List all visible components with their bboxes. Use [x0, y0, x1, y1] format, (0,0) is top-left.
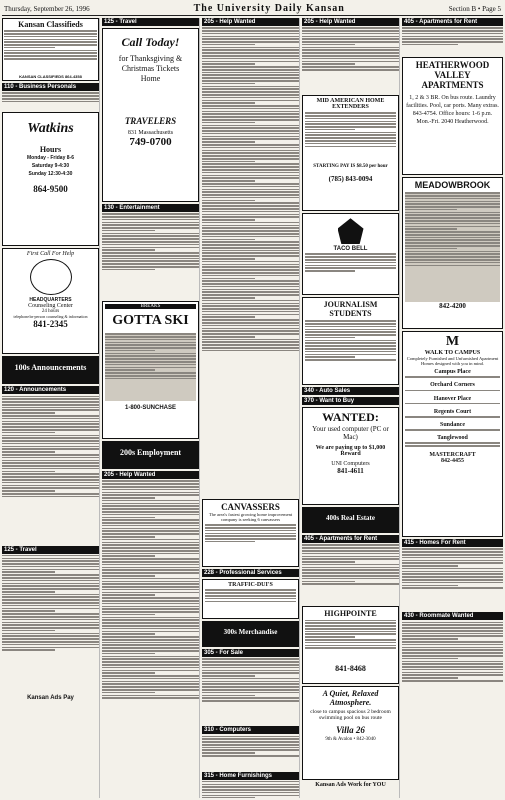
first-call-text: First Call For Help	[26, 251, 75, 258]
help-wanted-header: 205 - Help Wanted	[202, 18, 299, 26]
call-today: Call Today!	[121, 35, 180, 49]
professional-services-header: 228 - Professional Services	[202, 569, 299, 577]
watkins-hours-line: Sunday 12:30-4:30	[28, 171, 73, 178]
villa-logo: Villa 26	[336, 725, 365, 736]
watkins-hours-label: Hours	[39, 145, 62, 155]
property-campus-place: Campus Place	[434, 369, 471, 376]
highpointe-text	[305, 620, 396, 664]
help-wanted-text	[202, 27, 299, 497]
mastercraft-ad	[402, 331, 503, 537]
travelers-ad	[102, 28, 199, 202]
auto-sales-header: 340 - Auto Sales	[302, 387, 399, 395]
business-personals-text	[2, 92, 99, 110]
traffic-dui-ad	[202, 579, 299, 619]
quiet-subtitle: close to campus spacious 2 bedroom swimming pool on bus route	[310, 709, 391, 722]
apartments-header: 405 - Apartments for Rent	[402, 18, 503, 26]
uni-computers-name: UNI Computers	[331, 461, 370, 468]
entertainment-header: 130 - Entertainment	[102, 204, 199, 212]
uni-computers-ad	[302, 407, 399, 505]
travel-text	[2, 555, 99, 695]
classifieds-title: Kansan Classifieds	[18, 20, 83, 29]
property-hanover-place: Hanover Place	[433, 395, 472, 402]
wanted-subtitle: Your used computer (PC or Mac)	[312, 425, 389, 442]
thanksgiving-text: for Thanksgiving & Christmas Tickets Home	[118, 54, 183, 83]
announcements-text	[2, 396, 99, 544]
help-wanted-header: 205 - Help Wanted	[102, 471, 199, 479]
watkins-phone: 864-9500	[33, 184, 68, 195]
entertainment-text	[102, 213, 199, 299]
highpointe-title: HIGHPOINTE	[324, 609, 377, 619]
meadowbrook-phone: 842-4200	[439, 302, 466, 311]
business-personals-header: 110 - Business Personals	[2, 83, 99, 91]
column-4	[302, 18, 400, 798]
roommate-wanted-header: 430 - Roommate Wanted	[402, 612, 503, 620]
employment-banner: 200s Employment	[102, 441, 199, 469]
wanted-pay: We are paying up to $1,000 Reward	[315, 445, 386, 458]
travelers-phone: 749-0700	[129, 136, 172, 148]
journalism-title: JOURNALISM STUDENTS	[323, 300, 378, 319]
travel-header: 125 - Travel	[102, 18, 199, 26]
headquarters-name: HEADQUARTERS	[29, 297, 72, 304]
ski-breaks-ad	[102, 301, 199, 439]
real-estate-banner: 400s Real Estate	[302, 507, 399, 533]
mastercraft-name: MASTERCRAFT	[429, 452, 476, 459]
property-regents-court: Regents Court	[433, 408, 472, 415]
traffic-dui-text	[205, 589, 296, 609]
apartments-text	[402, 27, 503, 55]
heatherwood-details: 1, 2 & 3 BR. On bus route. Laundry facilities. Pool, car ports. Many extras. 843-4754. Office hours: 1-6 p.m. Mon.-Fri. 2040 Heatherwood.	[406, 95, 499, 126]
mastercraft-phone: 842-4455	[441, 458, 464, 465]
help-wanted-text	[102, 480, 199, 796]
classifieds-phone: KANSAN CLASSIFIEDS 864-4358	[19, 74, 82, 80]
apartments-header: 405 - Apartments for Rent	[302, 535, 399, 543]
highpointe-ad	[302, 606, 399, 684]
kansan-ads-work: Kansan Ads Work for YOU	[315, 782, 386, 789]
classifieds-rates-text	[4, 30, 97, 74]
mastercraft-logo-icon: M	[445, 334, 460, 350]
canvassers-text	[205, 524, 296, 552]
mastercraft-tagline: Completely Furnished and Unfurnished Apartment Homes designed with you in mind.	[406, 356, 499, 367]
issue-date: Thursday, September 26, 1996	[4, 4, 90, 13]
villa-address: 9th & Avalon • 842-3040	[325, 737, 376, 743]
highpointe-phone: 841-8468	[335, 663, 366, 673]
heatherwood-ad	[402, 57, 503, 175]
property-orchard-corners: Orchard Corners	[430, 382, 475, 389]
section-page: Section B • Page 5	[448, 4, 501, 13]
mid-american-ad	[302, 95, 399, 211]
counseling-info: telephone/in-person counseling & information	[13, 314, 88, 320]
homes-for-rent-header: 415 - Homes For Rent	[402, 539, 503, 547]
classifieds-banner	[2, 18, 99, 81]
walk-to-campus: WALK TO CAMPUS	[424, 350, 481, 357]
meadowbrook-text	[405, 192, 500, 302]
help-wanted-text	[302, 27, 399, 93]
taco-bell-text	[305, 253, 396, 283]
wanted-title: WANTED:	[322, 410, 379, 425]
journalism-ad	[302, 297, 399, 385]
travel-header: 125 - Travel	[2, 546, 99, 554]
help-wanted-header: 205 - Help Wanted	[302, 18, 399, 26]
travelers-logo: TRAVELERS	[124, 116, 177, 126]
quiet-title: A Quiet, Relaxed Atmosphere.	[322, 689, 379, 708]
for-sale-text	[202, 658, 299, 724]
home-furnishings-text	[202, 781, 299, 798]
travelers-address: 831 Massachusetts	[127, 130, 174, 136]
meadowbrook-title: MEADOWBROOK	[414, 180, 491, 191]
for-sale-header: 305 - For Sale	[202, 649, 299, 657]
headquarters-logo-icon	[30, 259, 72, 295]
ski-phone: 1-800-SUNCHASE	[124, 405, 176, 412]
journalism-text	[305, 320, 396, 380]
taco-bell-name: TACO BELL	[333, 246, 368, 253]
meadowbrook-ad	[402, 177, 503, 329]
traffic-dui-title: TRAFFIC-DUI'S	[228, 582, 273, 589]
headquarters-ad	[2, 248, 99, 354]
ski-destinations-text	[105, 333, 196, 401]
column-5	[402, 18, 503, 798]
ski-banner: BREAKS	[105, 304, 196, 309]
watkins-hours-line: Monday - Friday 8-6	[27, 155, 74, 162]
watkins-ad	[2, 112, 99, 246]
want-to-buy-header: 370 - Want to Buy	[302, 397, 399, 405]
hours-24: 24 hours	[41, 309, 60, 315]
headquarters-phone: 841-2345	[33, 319, 68, 330]
column-1	[2, 18, 100, 798]
announcements-banner: 100s Announcements	[2, 356, 99, 384]
computers-text	[202, 736, 299, 770]
property-sundance: Sundance	[439, 421, 465, 428]
newspaper-title: The University Daily Kansan	[193, 3, 345, 14]
counseling-center: Counseling Center	[28, 303, 73, 310]
apartments-text	[302, 544, 399, 604]
gotta-ski: GOTTA SKI	[112, 313, 189, 329]
heatherwood-title: HEATHERWOOD VALLEY APARTMENTS	[415, 60, 490, 91]
roommate-wanted-text	[402, 622, 503, 710]
mid-american-phone: (785) 843-0094	[328, 175, 373, 184]
canvassers-ad	[202, 499, 299, 567]
taco-bell-ad	[302, 213, 399, 295]
watkins-title: Watkins	[27, 121, 74, 137]
mid-american-title: MID AMERICAN HOME EXTENDERS	[316, 98, 385, 111]
villa-26-ad	[302, 686, 399, 780]
announcements-header: 120 - Announcements	[2, 386, 99, 394]
homes-for-rent-text	[402, 548, 503, 610]
column-2	[102, 18, 200, 798]
kansan-ads-pay: Kansan Ads Pay	[27, 694, 74, 701]
property-tanglewood: Tanglewood	[437, 435, 468, 442]
column-3	[202, 18, 300, 798]
starting-pay: STARTING PAY IS $8.50 per hour	[313, 164, 388, 170]
watkins-hours-line: Saturday 9-4:30	[31, 163, 70, 170]
mid-american-text	[305, 112, 396, 164]
page-header	[2, 2, 503, 16]
taco-bell-logo-icon	[338, 218, 364, 244]
canvassers-subtitle: The area's fastest growing home improvement company is seeking 6 canvassers	[208, 512, 293, 523]
uni-computers-phone: 841-4611	[337, 467, 364, 476]
merchandise-banner: 300s Merchandise	[202, 621, 299, 647]
home-furnishings-header: 315 - Home Furnishings	[202, 772, 299, 780]
canvassers-title: CANVASSERS	[221, 502, 280, 513]
computers-header: 310 - Computers	[202, 726, 299, 734]
